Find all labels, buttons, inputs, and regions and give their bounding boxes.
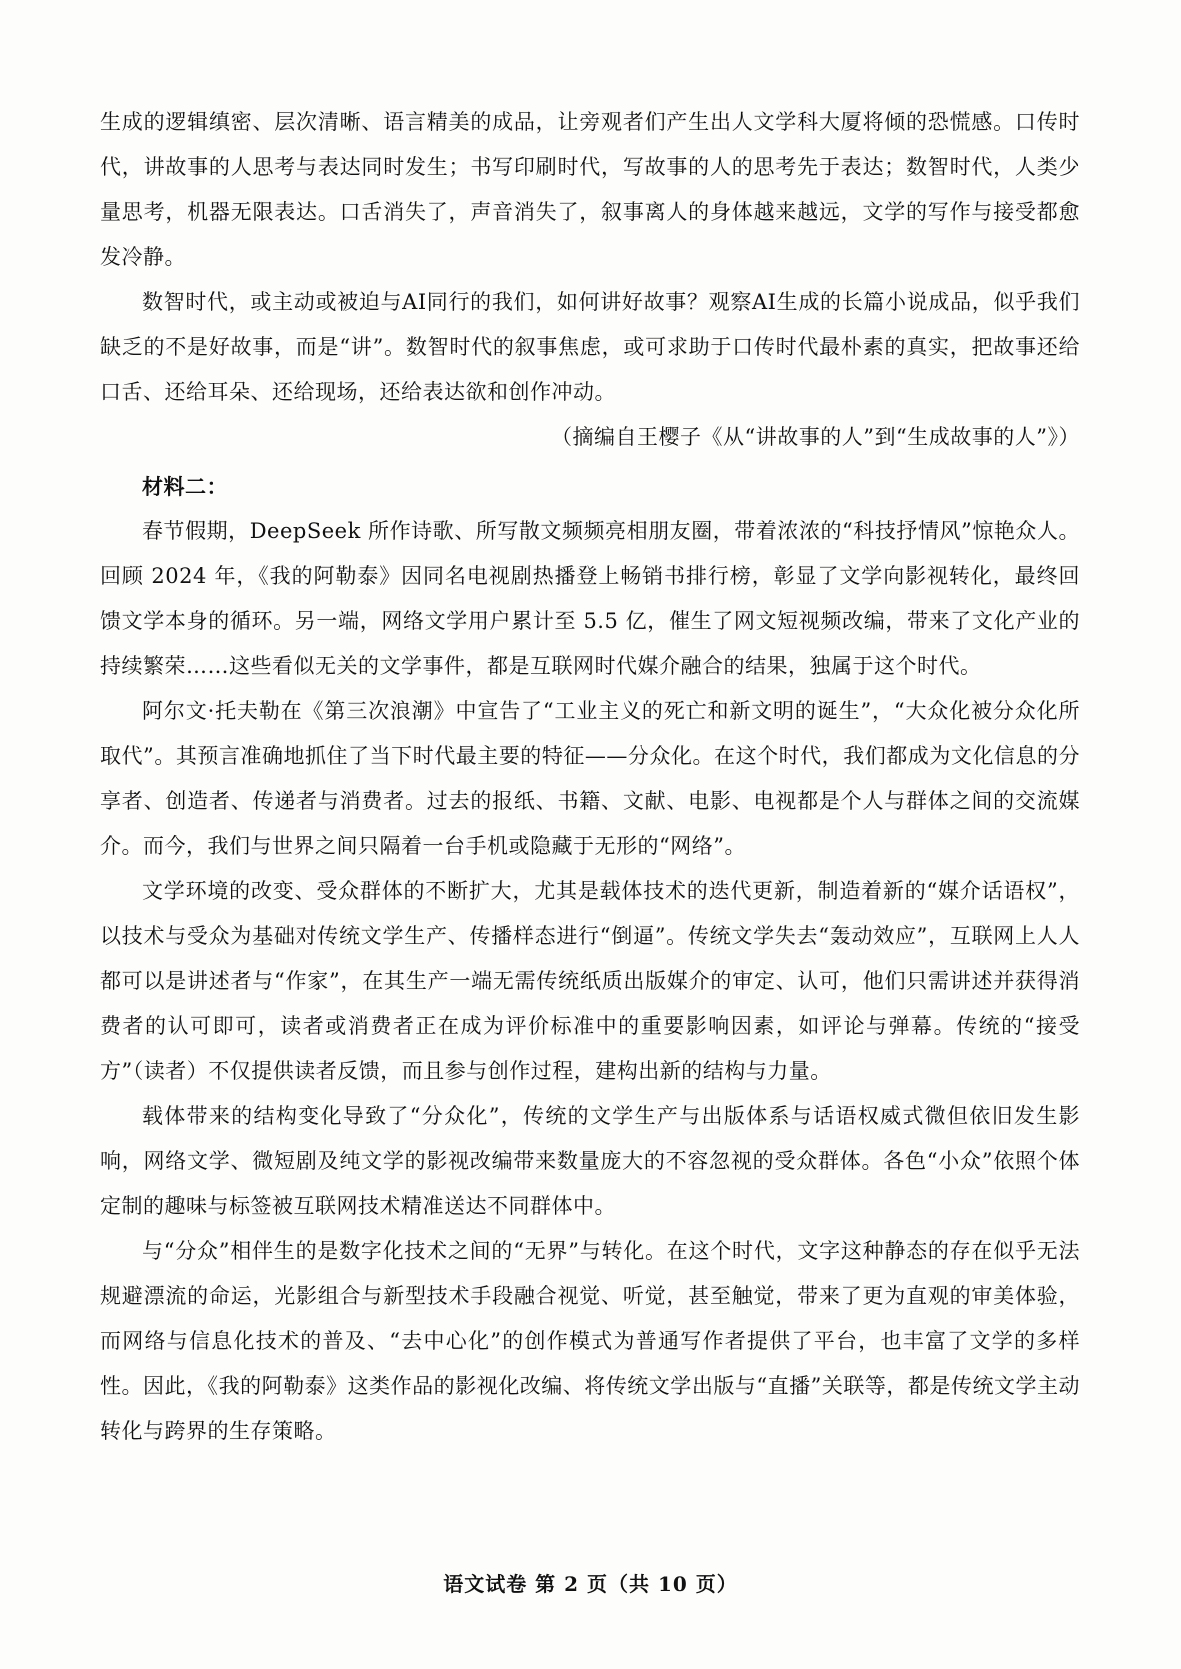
source-note: （摘编自王樱子《从“讲故事的人”到“生成故事的人”》） xyxy=(551,425,1080,449)
paragraph-continued: 生成的逻辑缜密、层次清晰、语言精美的成品，让旁观者们产生出人文学科大厦将倾的恐慌感。口传时代，讲故事的人思考与表达同时发生；书写印刷时代，写故事的人的思考先于表达；数智时代，人类少量思考，机器无限表达。口舌消失了，声音消失了，叙事离人的身体越来越远，文学的写作与接受都愈发冷静。 xyxy=(100,110,1080,269)
paragraph: 数智时代，或主动或被迫与AI同行的我们，如何讲好故事？观察AI生成的长篇小说成品，似乎我们缺乏的不是好故事，而是“讲”。数智时代的叙事焦虑，或可求助于口传时代最朴素的真实，把故事还给口舌、还给耳朵、还给现场，还给表达欲和创作冲动。 xyxy=(100,290,1080,404)
page-footer: 语文试卷 第 2 页（共 10 页） xyxy=(443,1572,738,1596)
paragraph: 阿尔文·托夫勒在《第三次浪潮》中宣告了“工业主义的死亡和新文明的诞生”，“大众化被分众化所取代”。其预言准确地抓住了当下时代最主要的特征——分众化。在这个时代，我们都成为文化信息的分享者、创造者、传递者与消费者。过去的报纸、书籍、文献、电影、电视都是个人与群体之间的交流媒介。而今，我们与世界之间只隔着一台手机或隐藏于无形的“网络”。 xyxy=(100,699,1080,858)
material-heading: 材料二： xyxy=(142,474,228,499)
paragraph: 载体带来的结构变化导致了“分众化”，传统的文学生产与出版体系与话语权威式微但依旧发生影响，网络文学、微短剧及纯文学的影视改编带来数量庞大的不容忽视的受众群体。各色“小众”依照个体定制的趣味与标签被互联网技术精准送达不同群体中。 xyxy=(100,1104,1080,1218)
page-content xyxy=(100,100,1080,1454)
paragraph: 文学环境的改变、受众群体的不断扩大，尤其是载体技术的迭代更新，制造着新的“媒介话语权”，以技术与受众为基础对传统文学生产、传播样态进行“倒逼”。传统文学失去“轰动效应”，互联网上人人都可以是讲述者与“作家”，在其生产一端无需传统纸质出版媒介的审定、认可，他们只需讲述并获得消费者的认可即可，读者或消费者正在成为评价标准中的重要影响因素，如评论与弹幕。传统的“接受方”（读者）不仅提供读者反馈，而且参与创作过程，建构出新的结构与力量。 xyxy=(100,879,1080,1083)
paragraph: 春节假期，DeepSeek 所作诗歌、所写散文频频亮相朋友圈，带着浓浓的“科技抒情风”惊艳众人。回顾 2024 年，《我的阿勒泰》因同名电视剧热播登上畅销书排行榜，彰显了文学向影视转化，最终回馈文学本身的循环。另一端，网络文学用户累计至 5.5 亿，催生了网文短视频改编，带来了文化产业的持续繁荣……这些看似无关的文学事件，都是互联网时代媒介融合的结果，独属于这个时代。 xyxy=(100,519,1080,678)
paragraph: 与“分众”相伴生的是数字化技术之间的“无界”与转化。在这个时代，文字这种静态的存在似乎无法规避漂流的命运，光影组合与新型技术手段融合视觉、听觉，甚至触觉，带来了更为直观的审美体验，而网络与信息化技术的普及、“去中心化”的创作模式为普通写作者提供了平台，也丰富了文学的多样性。因此，《我的阿勒泰》这类作品的影视化改编、将传统文学出版与“直播”关联等，都是传统文学主动转化与跨界的生存策略。 xyxy=(100,1239,1080,1443)
